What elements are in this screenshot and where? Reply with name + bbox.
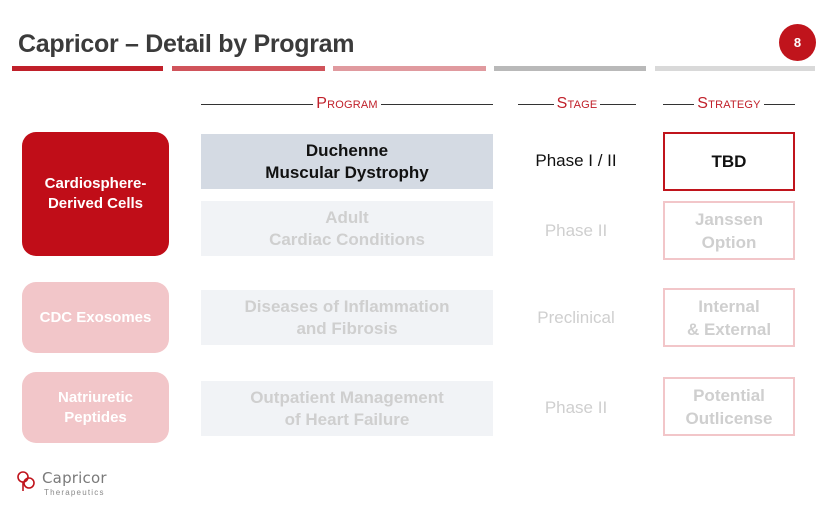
column-header-label: Stage (556, 95, 598, 112)
company-logo (16, 467, 126, 501)
category-cdc-exosomes (22, 282, 169, 353)
category-label: Cardiosphere- Derived Cells (44, 175, 147, 212)
category-label: CDC Exosomes (39, 308, 152, 326)
strategy-cell (663, 288, 795, 347)
page-number-badge: 8 (779, 24, 816, 61)
header-bar (333, 66, 486, 71)
category-natriuretic-peptides (22, 372, 169, 443)
capricor-logo-icon (16, 469, 38, 493)
column-header-program (201, 93, 493, 115)
program-cell (201, 134, 493, 189)
program-cell (201, 201, 493, 256)
header-bar (655, 66, 815, 71)
header-rule (381, 104, 493, 105)
strategy-cell (663, 132, 795, 191)
column-header-stage (518, 93, 636, 115)
stage-cell: Phase II (544, 221, 608, 240)
category-label: Natriuretic Peptides (57, 388, 134, 426)
program-cell (201, 381, 493, 436)
category-cardiosphere-derived-cells (22, 132, 169, 256)
logo-brand: Capricor (42, 469, 107, 487)
strategy-label: Potential Outlicense (685, 385, 773, 428)
program-label: Adult Cardiac Conditions (269, 207, 425, 249)
slide-title: Capricor – Detail by Program (18, 30, 355, 58)
header-rule (663, 104, 694, 105)
header-rule (201, 104, 313, 105)
column-header-label: Strategy (697, 95, 761, 112)
stage-cell: Phase II (544, 398, 608, 417)
header-bar (172, 66, 325, 71)
strategy-cell (663, 201, 795, 260)
program-cell (201, 290, 493, 345)
strategy-cell (663, 377, 795, 436)
stage-cell: Preclinical (537, 308, 615, 327)
strategy-label: TBD (711, 152, 747, 171)
program-label: Diseases of Inflammation and Fibrosis (244, 296, 450, 338)
program-label: Duchenne Muscular Dystrophy (265, 140, 429, 182)
header-bar (494, 66, 646, 71)
stage-cell: Phase I / II (535, 151, 617, 170)
strategy-label: Internal & External (686, 296, 772, 339)
header-rule (518, 104, 554, 105)
header-rule (764, 104, 795, 105)
header-rule (600, 104, 636, 105)
logo-tagline: Therapeutics (44, 488, 105, 497)
column-header-strategy (663, 93, 795, 115)
program-label: Outpatient Management of Heart Failure (250, 387, 444, 429)
strategy-label: Janssen Option (694, 209, 764, 252)
column-header-label: Program (316, 95, 378, 112)
header-bar (12, 66, 163, 71)
